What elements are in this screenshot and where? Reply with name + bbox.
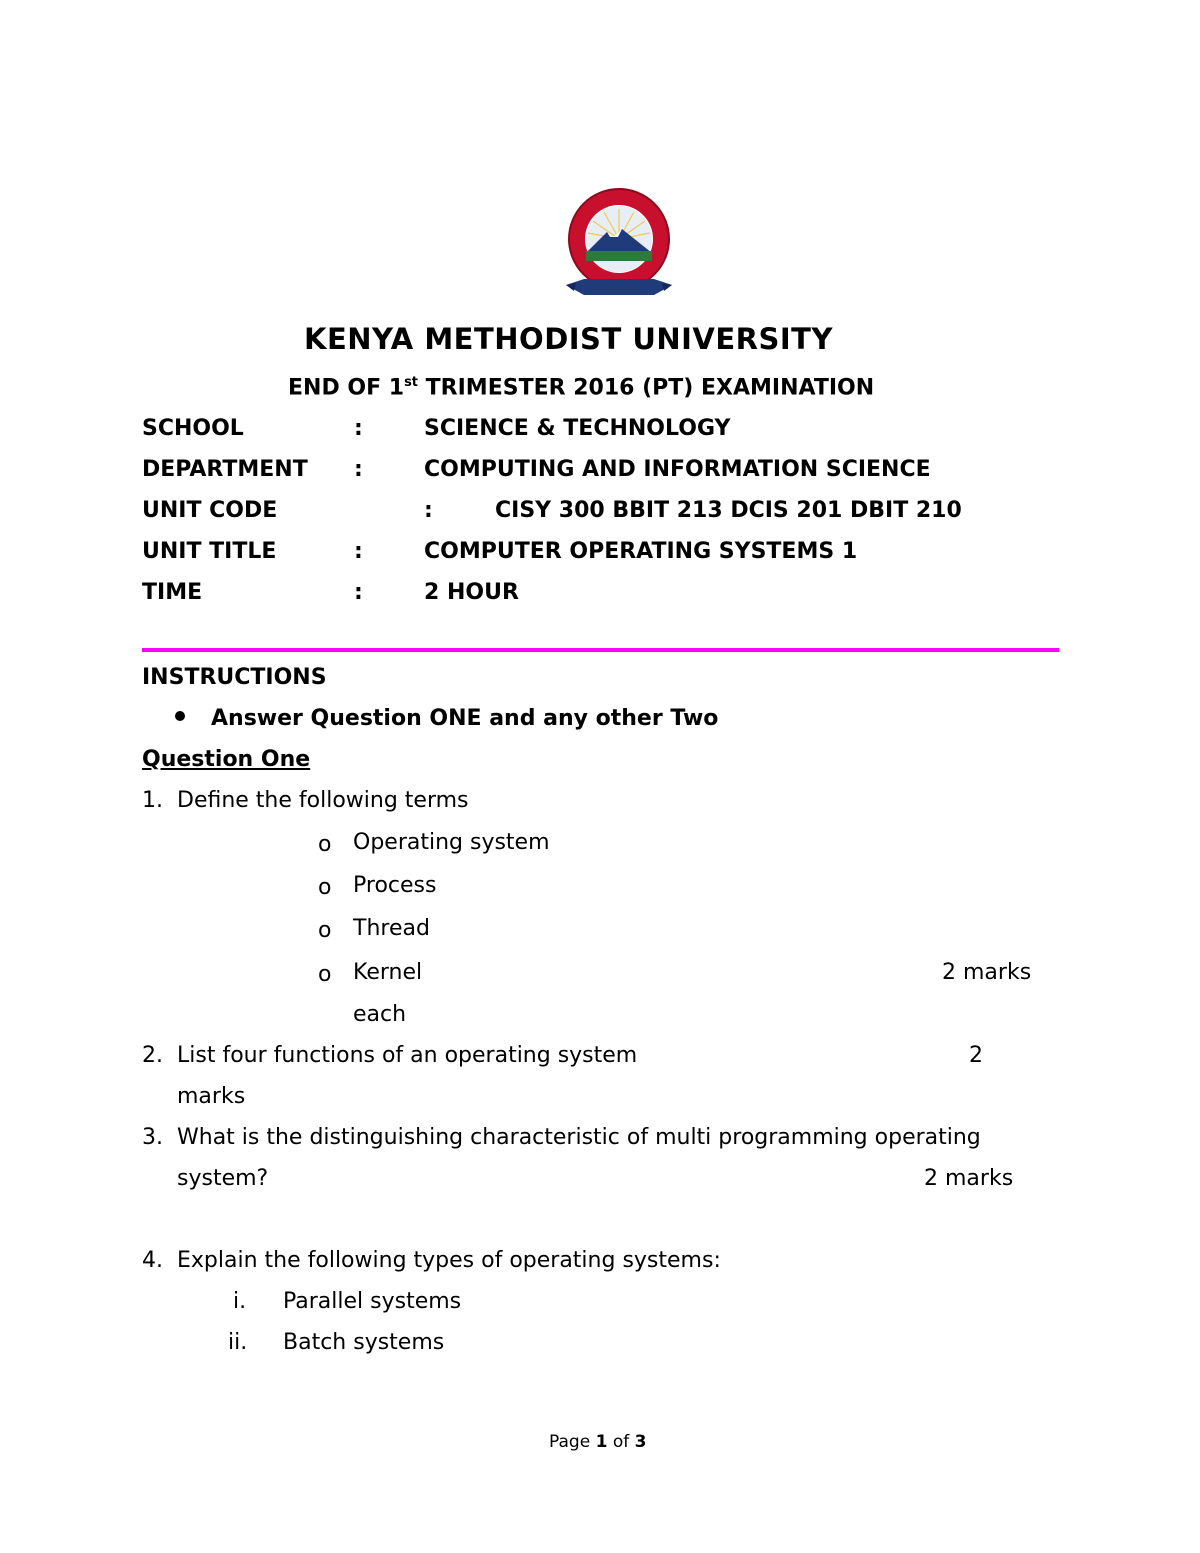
exam-title: END OF 1st TRIMESTER 2016 (PT) EXAMINATION [288, 375, 875, 401]
q3-number: 3. [142, 1125, 163, 1150]
q2-marks-wrap: marks [177, 1084, 246, 1109]
detail-value-time: 2 HOUR [424, 580, 519, 605]
term-bullet: o [318, 832, 332, 857]
detail-label-time: TIME [142, 580, 203, 605]
detail-label-department: DEPARTMENT [142, 457, 308, 482]
term-item: Kernel [353, 960, 423, 985]
term-bullet: o [318, 918, 332, 943]
detail-value-unit-code: CISY 300 BBIT 213 DCIS 201 DBIT 210 [495, 498, 962, 523]
detail-colon: : [354, 539, 363, 564]
instruction-item: Answer Question ONE and any other Two [211, 706, 719, 731]
q4-item-number: i. [233, 1289, 247, 1314]
q4-item-number: ii. [228, 1330, 248, 1355]
detail-value-school: SCIENCE & TECHNOLOGY [424, 416, 731, 441]
q3-marks: 2 marks [924, 1166, 1014, 1191]
q1-marks: 2 marks [942, 960, 1032, 985]
q2-marks: 2 [969, 1043, 983, 1068]
term-item: Process [353, 873, 437, 898]
term-bullet: o [318, 962, 332, 987]
detail-label-school: SCHOOL [142, 416, 244, 441]
q4-number: 4. [142, 1248, 163, 1273]
detail-colon: : [354, 416, 363, 441]
university-title: KENYA METHODIST UNIVERSITY [304, 322, 833, 356]
detail-colon: : [354, 457, 363, 482]
section-divider [142, 648, 1059, 652]
detail-value-unit-title: COMPUTER OPERATING SYSTEMS 1 [424, 539, 858, 564]
q1-number: 1. [142, 788, 163, 813]
q1-marks-wrap: each [353, 1002, 407, 1027]
q2-text: List four functions of an operating system [177, 1043, 638, 1068]
term-item: Operating system [353, 830, 550, 855]
q2-number: 2. [142, 1043, 163, 1068]
q4-text: Explain the following types of operating systems: [177, 1248, 721, 1273]
q3-text: What is the distinguishing characteristic of multi programming operating [177, 1125, 981, 1150]
q3-text-continued: system? [177, 1166, 269, 1191]
q4-item-text: Batch systems [283, 1330, 445, 1355]
detail-value-department: COMPUTING AND INFORMATION SCIENCE [424, 457, 931, 482]
detail-label-unit-code: UNIT CODE [142, 498, 278, 523]
instructions-heading: INSTRUCTIONS [142, 665, 327, 690]
term-bullet: o [318, 875, 332, 900]
term-item: Thread [353, 916, 430, 941]
q1-text: Define the following terms [177, 788, 469, 813]
q4-item-text: Parallel systems [283, 1289, 462, 1314]
detail-colon: : [424, 498, 433, 523]
bullet-dot-icon [175, 711, 185, 721]
page-footer: Page 1 of 3 [549, 1432, 647, 1452]
question-one-heading: Question One [142, 747, 311, 772]
detail-label-unit-title: UNIT TITLE [142, 539, 277, 564]
detail-colon: : [354, 580, 363, 605]
university-logo [562, 187, 676, 305]
